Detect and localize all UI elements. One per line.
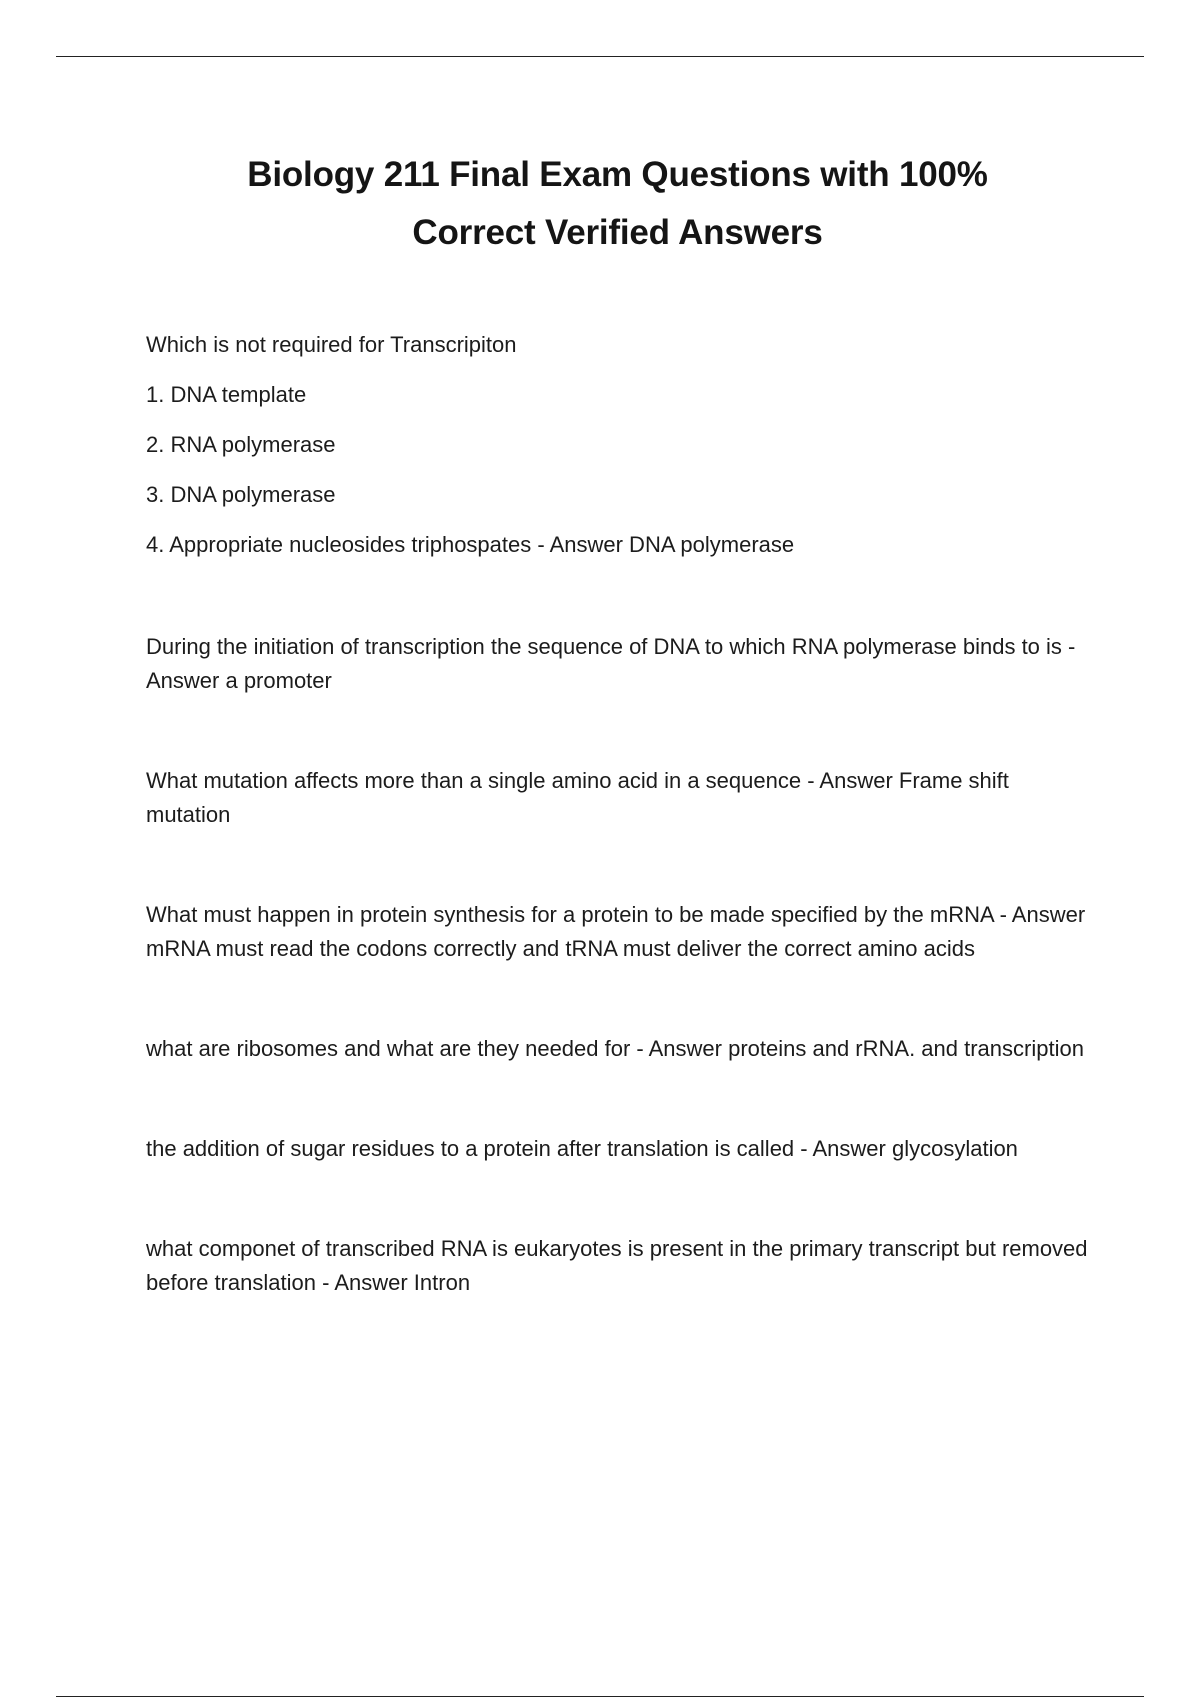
- question-text: what are ribosomes and what are they needed for - Answer proteins and rRNA. and transcription: [146, 1036, 1084, 1061]
- page-title: [150, 146, 1085, 262]
- question-block: [146, 1132, 1096, 1166]
- question-block: [146, 1032, 1096, 1066]
- question-text: What must happen in protein synthesis for a protein to be made specified by the mRNA - Answer mRNA must read the codons correctly and tRNA must deliver the correct amino acids: [146, 902, 1086, 961]
- question-text: what componet of transcribed RNA is eukaryotes is present in the primary transcript but removed before translation - Answer Intron: [146, 1236, 1088, 1295]
- question-block: [146, 328, 1096, 562]
- question-block: [146, 764, 1096, 832]
- title-line-1: Biology 211 Final Exam Questions with 100%: [247, 155, 988, 194]
- question-text: Which is not required for Transcripiton: [146, 332, 517, 357]
- question-text: During the initiation of transcription the sequence of DNA to which RNA polymerase binds to is - Answer a promoter: [146, 634, 1076, 693]
- title-line-2: Correct Verified Answers: [412, 213, 823, 252]
- answer-option: 1. DNA template: [146, 382, 307, 407]
- top-divider: [56, 56, 1144, 57]
- answer-option: 3. DNA polymerase: [146, 482, 336, 507]
- question-text: the addition of sugar residues to a protein after translation is called - Answer glycosylation: [146, 1136, 1018, 1161]
- answer-option: 2. RNA polymerase: [146, 432, 336, 457]
- question-block: [146, 898, 1096, 966]
- question-block: [146, 630, 1096, 698]
- question-text: What mutation affects more than a single amino acid in a sequence - Answer Frame shift mutation: [146, 768, 1009, 827]
- answer-option: 4. Appropriate nucleosides triphospates - Answer DNA polymerase: [146, 532, 795, 557]
- bottom-divider: [56, 1696, 1144, 1697]
- question-block: [146, 1232, 1096, 1300]
- question-list: [146, 328, 1096, 1366]
